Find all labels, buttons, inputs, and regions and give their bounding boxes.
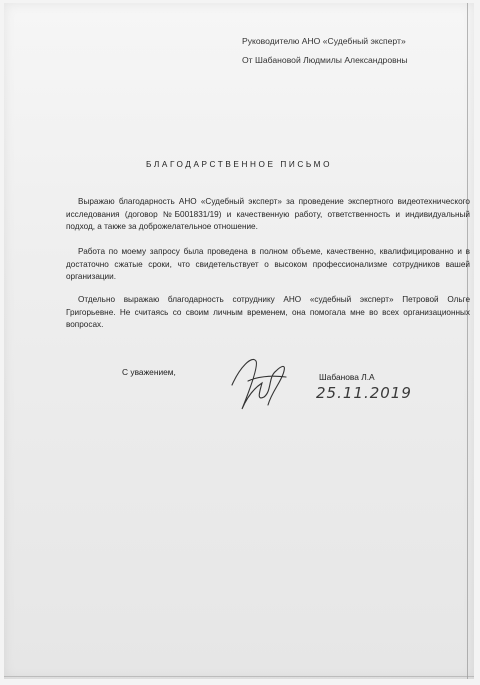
paragraph-1	[66, 196, 470, 234]
sender-line: От Шабановой Людмилы Александровны	[242, 55, 408, 65]
handwritten-signature	[226, 347, 296, 417]
paragraph-3-text: Отдельно выражаю благодарность сотруднику АНО «судебный эксперт» Петровой Ольге Григорьевне. Не считаясь со своим личным временем, она помогала мне во всех организационных вопросах.	[66, 295, 470, 330]
signature-date: 25.11.2019	[316, 384, 412, 402]
page-edge-bottom	[4, 676, 474, 677]
paragraph-2	[66, 246, 470, 284]
letter-page	[4, 3, 474, 679]
signer-name: Шабанова Л.А	[319, 372, 375, 382]
paragraph-1-text: Выражаю благодарность АНО «Судебный эксперт» за проведение экспертного видеотехнического исследования (договор №Б001831/19) и качественную работу, ответственность и индивидуальный подход, а также за доброжелательное отношение.	[66, 197, 470, 232]
paragraph-2-text: Работа по моему запросу была проведена в полном объеме, качественно, квалифицированно и в достаточно сжатые сроки, что свидетельствует о высоком профессионализме сотрудников вашей организации.	[66, 247, 470, 282]
recipient-line: Руководителю АНО «Судебный эксперт»	[242, 36, 406, 46]
closing-text: С уважением,	[122, 367, 176, 377]
paragraph-3	[66, 294, 470, 332]
page-edge-right	[467, 3, 468, 679]
letter-title: БЛАГОДАРСТВЕННОЕ ПИСЬМО	[145, 160, 333, 169]
